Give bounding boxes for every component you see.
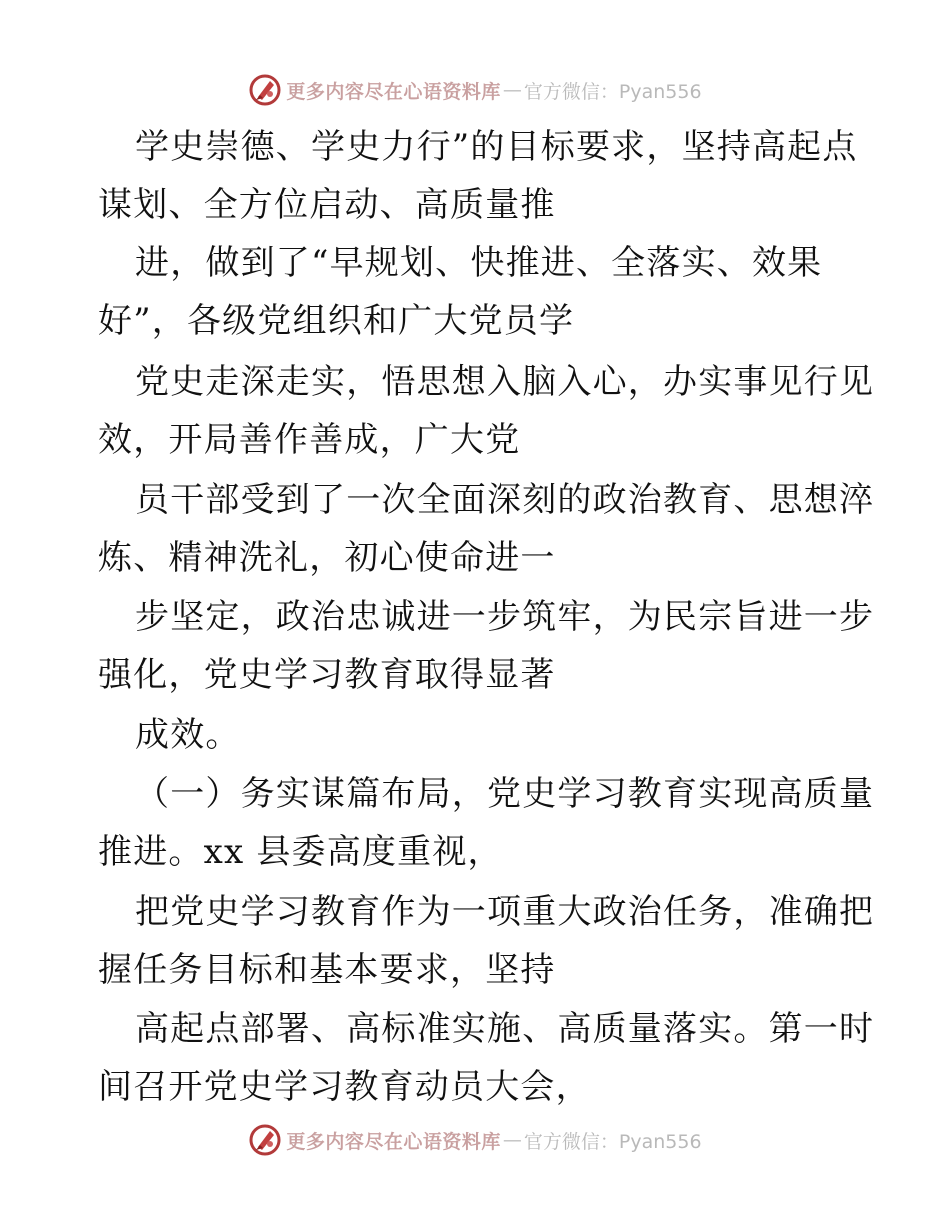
footer-watermark (0, 1122, 950, 1158)
text-line: 间召开党史学习教育动员大会， (98, 1067, 591, 1107)
text-line: 推进。xx 县委高度重视， (98, 832, 503, 872)
watermark-text: 更多内容尽在心语资料库 (286, 80, 501, 103)
text-line: 效，开局善作善成，广大党 (98, 420, 521, 460)
section-heading: （一）务实谋篇布局，党史学习教育实现高质量 (135, 774, 875, 814)
text-line: 党史走深走实，悟思想入脑入心，办实事见行见 (135, 362, 875, 402)
text-line: 炼、精神洗礼，初心使命进一 (98, 538, 556, 578)
watermark-text: 更多内容尽在心语资料库 (286, 1130, 501, 1153)
text-line: 步坚定，政治忠诚进一步筑牢，为民宗旨进一步 (135, 597, 875, 637)
text-line: 成效。 (135, 715, 241, 755)
watermark-wechat: 官方微信：Pyan556 (523, 1130, 702, 1153)
text-line: 把党史学习教育作为一项重大政治任务，准确把 (135, 892, 875, 932)
text-line: 谋划、全方位启动、高质量推 (98, 185, 556, 225)
text-line: 员干部受到了一次全面深刻的政治教育、思想淬 (135, 480, 875, 520)
pen-nib-logo-icon (248, 1123, 282, 1157)
watermark-wechat: 官方微信：Pyan556 (523, 80, 702, 103)
watermark-separator: — (502, 1129, 522, 1151)
text-line: 进，做到了“早规划、快推进、全落实、效果 (135, 243, 823, 283)
pen-nib-logo-icon (248, 73, 282, 107)
text-line: 强化，党史学习教育取得显著 (98, 655, 556, 695)
text-line: 好”，各级党组织和广大党员学 (98, 301, 575, 341)
watermark-separator: — (502, 79, 522, 101)
text-line: 握任务目标和基本要求，坚持 (98, 950, 556, 990)
text-line: 学史崇德、学史力行”的目标要求，坚持高起点 (135, 127, 858, 167)
text-line: 高起点部署、高标准实施、高质量落实。第一时 (135, 1009, 875, 1049)
header-watermark (0, 72, 950, 108)
